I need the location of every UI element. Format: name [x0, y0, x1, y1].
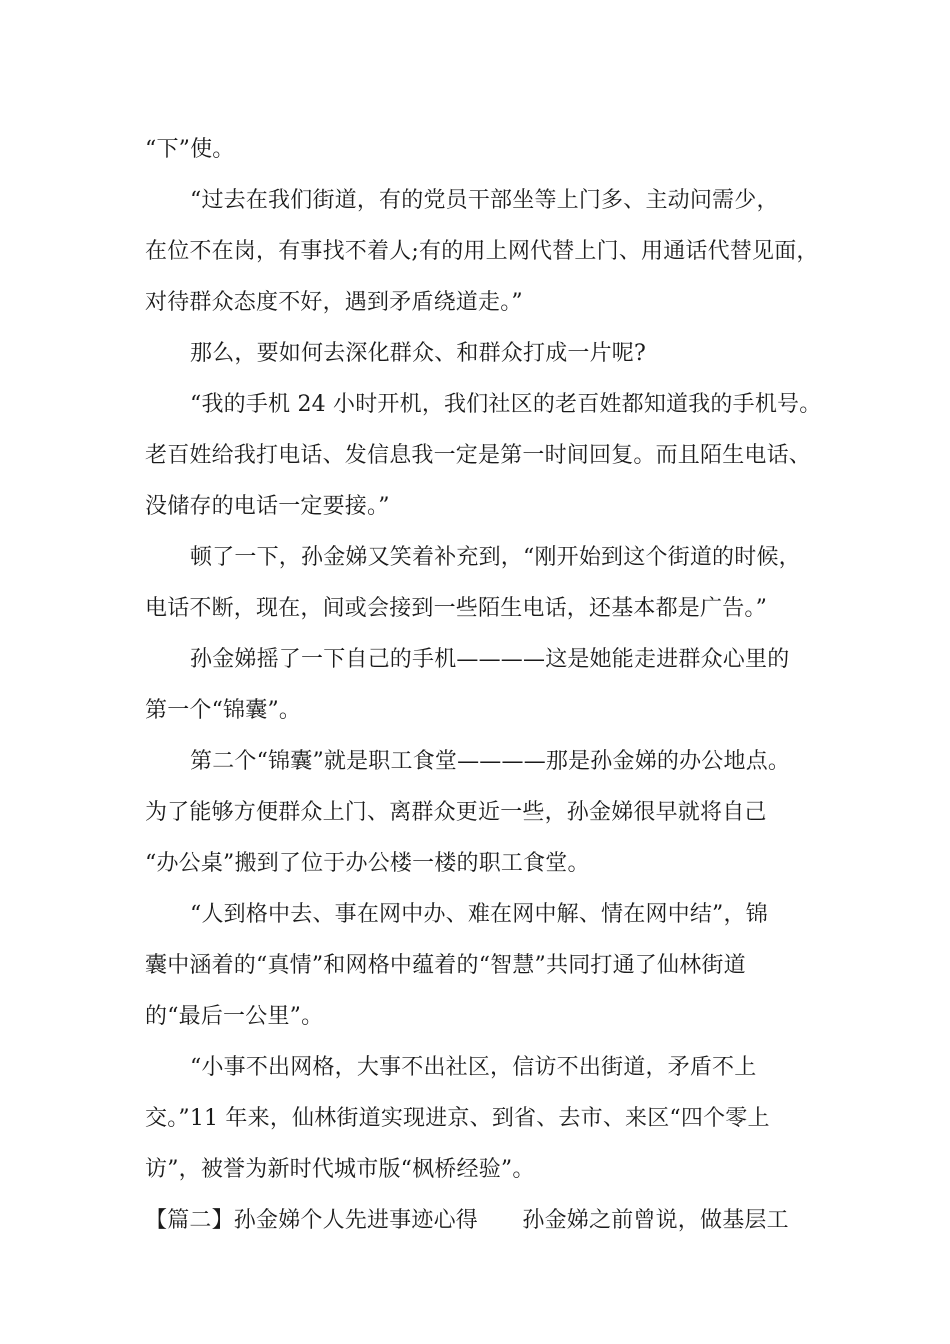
text-line: “过去在我们街道，有的党员干部坐等上门多、主动问需少， — [190, 188, 779, 213]
text-line: 在位不在岗，有事找不着人;有的用上网代替上门、用通话代替见面， — [145, 239, 819, 264]
text-line: 顿了一下，孙金娣又笑着补充到，“刚开始到这个街道的时候， — [190, 545, 801, 570]
text-line: 访”，被誉为新时代城市版“枫桥经验”。 — [145, 1157, 535, 1182]
text-line: “办公桌”搬到了位于办公楼一楼的职工食堂。 — [145, 851, 590, 876]
text-line: 对待群众态度不好，遇到矛盾绕道走。” — [145, 290, 523, 315]
text-line: 第一个“锦囊”。 — [145, 698, 302, 723]
text-line: “下”使。 — [145, 137, 235, 162]
text-line: 孙金娣摇了一下自己的手机————这是她能走进群众心里的 — [190, 647, 790, 672]
text-line: “小事不出网格，大事不出社区，信访不出街道，矛盾不上 — [190, 1055, 757, 1080]
text-line: 电话不断，现在，间或会接到一些陌生电话，还基本都是广告。” — [145, 596, 768, 621]
text-line: 的“最后一公里”。 — [145, 1004, 324, 1029]
text-line: 交。”11 年来，仙林街道实现进京、到省、去市、来区“四个零上 — [145, 1106, 770, 1131]
text-line: 那么，要如何去深化群众、和群众打成一片呢? — [190, 341, 646, 366]
text-line: 老百姓给我打电话、发信息我一定是第一时间回复。而且陌生电话、 — [145, 443, 812, 468]
text-line: “我的手机 24 小时开机，我们社区的老百姓都知道我的手机号。 — [190, 392, 822, 417]
section-heading-line: 【篇二】孙金娣个人先进事迹心得 孙金娣之前曾说，做基层工 — [145, 1208, 789, 1233]
text-line: 囊中涵着的“真情”和网格中蕴着的“智慧”共同打通了仙林街道 — [145, 953, 746, 978]
text-line: 没储存的电话一定要接。” — [145, 494, 390, 519]
text-line: 为了能够方便群众上门、离群众更近一些，孙金娣很早就将自己 — [145, 800, 767, 825]
text-line: 第二个“锦囊”就是职工食堂————那是孙金娣的办公地点。 — [190, 749, 791, 774]
text-line: “人到格中去、事在网中办、难在网中解、情在网中结”，锦 — [190, 902, 768, 927]
